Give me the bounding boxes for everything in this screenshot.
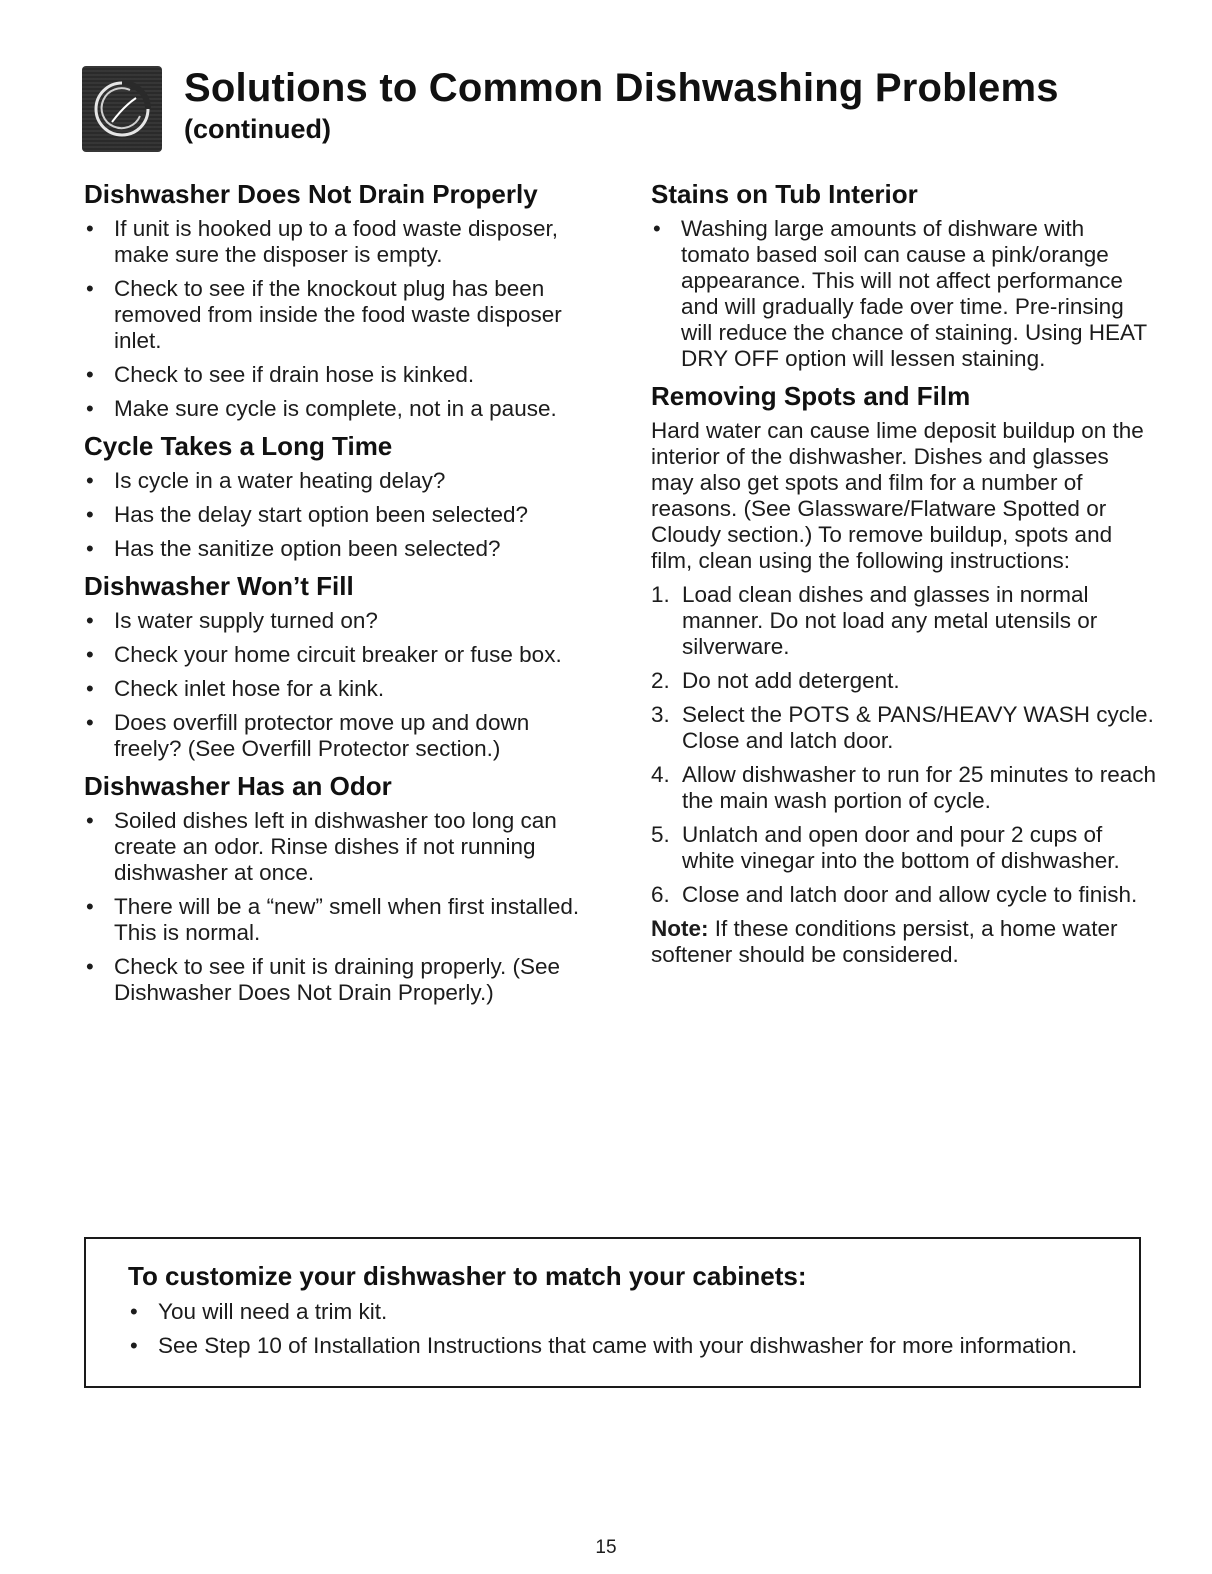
- bullet-list: [651, 216, 1156, 372]
- bullet-dot: •: [86, 642, 94, 667]
- bullet-dot: •: [130, 1333, 138, 1358]
- list-item-text: Is cycle in a water heating delay?: [114, 468, 446, 493]
- right-column: [651, 178, 1156, 968]
- bullet-dot: •: [86, 954, 94, 979]
- step-number: 4.: [651, 762, 670, 787]
- section-stains: [651, 178, 1156, 372]
- step-text: Unlatch and open door and pour 2 cups of white vinegar into the bottom of dishwasher.: [682, 822, 1120, 873]
- list-item: [84, 642, 584, 668]
- section-spots: [651, 380, 1156, 968]
- bullet-dot: •: [86, 468, 94, 493]
- list-item-text: Does overfill protector move up and down freely? (See Overfill Protector section.): [114, 710, 530, 761]
- section-title: Cycle Takes a Long Time: [84, 431, 393, 461]
- list-item: [84, 362, 584, 388]
- list-item: [128, 1299, 1128, 1325]
- bullet-dot: •: [86, 608, 94, 633]
- bullet-dot: •: [86, 894, 94, 919]
- list-item: [84, 954, 584, 1006]
- step-number: 2.: [651, 668, 670, 693]
- section-intro: Hard water can cause lime deposit buildup on the interior of the dishwasher. Dishes and glasses may also get spots and film for a number of reasons. (See Glassware/Flatware Spotted or Cloudy section.) To remove buildup, spots and film, clean using the following instructions:: [651, 418, 1144, 573]
- bullet-list: [84, 608, 584, 762]
- list-item-text: See Step 10 of Installation Instructions that came with your dishwasher for more information.: [158, 1333, 1078, 1358]
- bullet-dot: •: [86, 502, 94, 527]
- bullet-dot: •: [86, 808, 94, 833]
- section-title: Dishwasher Has an Odor: [84, 771, 392, 801]
- bullet-dot: •: [86, 362, 94, 387]
- list-item: [84, 710, 584, 762]
- bullet-dot: •: [86, 536, 94, 561]
- step-item: [651, 668, 1156, 694]
- step-number: 1.: [651, 582, 670, 607]
- step-text: Close and latch door and allow cycle to finish.: [682, 882, 1138, 907]
- step-item: [651, 582, 1156, 660]
- section-title: Dishwasher Does Not Drain Properly: [84, 179, 538, 209]
- list-item-text: Soiled dishes left in dishwasher too long can create an odor. Rinse dishes if not running dishwasher at once.: [114, 808, 557, 885]
- list-item: [84, 808, 584, 886]
- list-item: [84, 276, 584, 354]
- step-number: 5.: [651, 822, 670, 847]
- list-item-text: Is water supply turned on?: [114, 608, 378, 633]
- list-item-text: Has the sanitize option been selected?: [114, 536, 501, 561]
- list-item-text: Check inlet hose for a kink.: [114, 676, 385, 701]
- bullet-dot: •: [653, 216, 661, 241]
- bullet-list: [84, 808, 584, 1006]
- note-text: If these conditions persist, a home water softener should be considered.: [651, 916, 1118, 967]
- dishwasher-brand-icon: [82, 66, 162, 152]
- list-item: [651, 216, 1156, 372]
- step-text: Select the POTS & PANS/HEAVY WASH cycle. Close and latch door.: [682, 702, 1154, 753]
- list-item: [84, 608, 584, 634]
- bullet-list: [84, 216, 584, 422]
- step-text: Load clean dishes and glasses in normal manner. Do not load any metal utensils or silverware.: [682, 582, 1098, 659]
- list-item-text: Check to see if unit is draining properly. (See Dishwasher Does Not Drain Properly.): [114, 954, 561, 1005]
- left-column: [84, 178, 584, 1014]
- list-item: [84, 894, 584, 946]
- list-item-text: If unit is hooked up to a food waste disposer, make sure the disposer is empty.: [114, 216, 559, 267]
- bullet-dot: •: [86, 676, 94, 701]
- box-title: To customize your dishwasher to match your cabinets:: [128, 1261, 807, 1291]
- list-item-text: You will need a trim kit.: [158, 1299, 388, 1324]
- bullet-list: [128, 1299, 1128, 1367]
- bullet-dot: •: [86, 396, 94, 421]
- page-subtitle: (continued): [184, 114, 331, 144]
- section-wont-fill: [84, 570, 584, 762]
- section-drain: [84, 178, 584, 422]
- list-item-text: Washing large amounts of dishware with tomato based soil can cause a pink/orange appearance. This will not affect performance and will gradually fade over time. Pre-rinsing will reduce the chance of staining. Using HEAT DRY OFF option will lessen staining.: [681, 216, 1147, 371]
- page-title: Solutions to Common Dishwashing Problems: [184, 66, 1059, 110]
- step-item: [651, 762, 1156, 814]
- list-item-text: Check your home circuit breaker or fuse box.: [114, 642, 562, 667]
- list-item: [128, 1333, 1128, 1359]
- bullet-dot: •: [86, 276, 94, 301]
- list-item: [84, 396, 584, 422]
- section-long-cycle: [84, 430, 584, 562]
- note: [651, 916, 1156, 968]
- customize-box: [84, 1237, 1141, 1388]
- list-item-text: Make sure cycle is complete, not in a pause.: [114, 396, 557, 421]
- list-item-text: Check to see if drain hose is kinked.: [114, 362, 475, 387]
- step-text: Allow dishwasher to run for 25 minutes to reach the main wash portion of cycle.: [682, 762, 1156, 813]
- step-item: [651, 822, 1156, 874]
- list-item: [84, 676, 584, 702]
- section-title: Dishwasher Won’t Fill: [84, 571, 354, 601]
- bullet-dot: •: [130, 1299, 138, 1324]
- step-number: 6.: [651, 882, 670, 907]
- note-label: Note:: [651, 916, 709, 941]
- list-item: [84, 502, 584, 528]
- step-number: 3.: [651, 702, 670, 727]
- list-item-text: There will be a “new” smell when first installed. This is normal.: [114, 894, 580, 945]
- step-item: [651, 882, 1156, 908]
- section-title: Stains on Tub Interior: [651, 179, 918, 209]
- bullet-dot: •: [86, 216, 94, 241]
- section-odor: [84, 770, 584, 1006]
- list-item: [84, 468, 584, 494]
- list-item-text: Check to see if the knockout plug has been removed from inside the food waste disposer inlet.: [114, 276, 562, 353]
- section-title: Removing Spots and Film: [651, 381, 971, 411]
- bullet-list: [84, 468, 584, 562]
- list-item: [84, 536, 584, 562]
- page-header: [80, 62, 1180, 162]
- page-number: 15: [595, 1537, 617, 1558]
- step-item: [651, 702, 1156, 754]
- bullet-dot: •: [86, 710, 94, 735]
- step-text: Do not add detergent.: [682, 668, 900, 693]
- list-item: [84, 216, 584, 268]
- numbered-steps: [651, 582, 1156, 908]
- list-item-text: Has the delay start option been selected?: [114, 502, 529, 527]
